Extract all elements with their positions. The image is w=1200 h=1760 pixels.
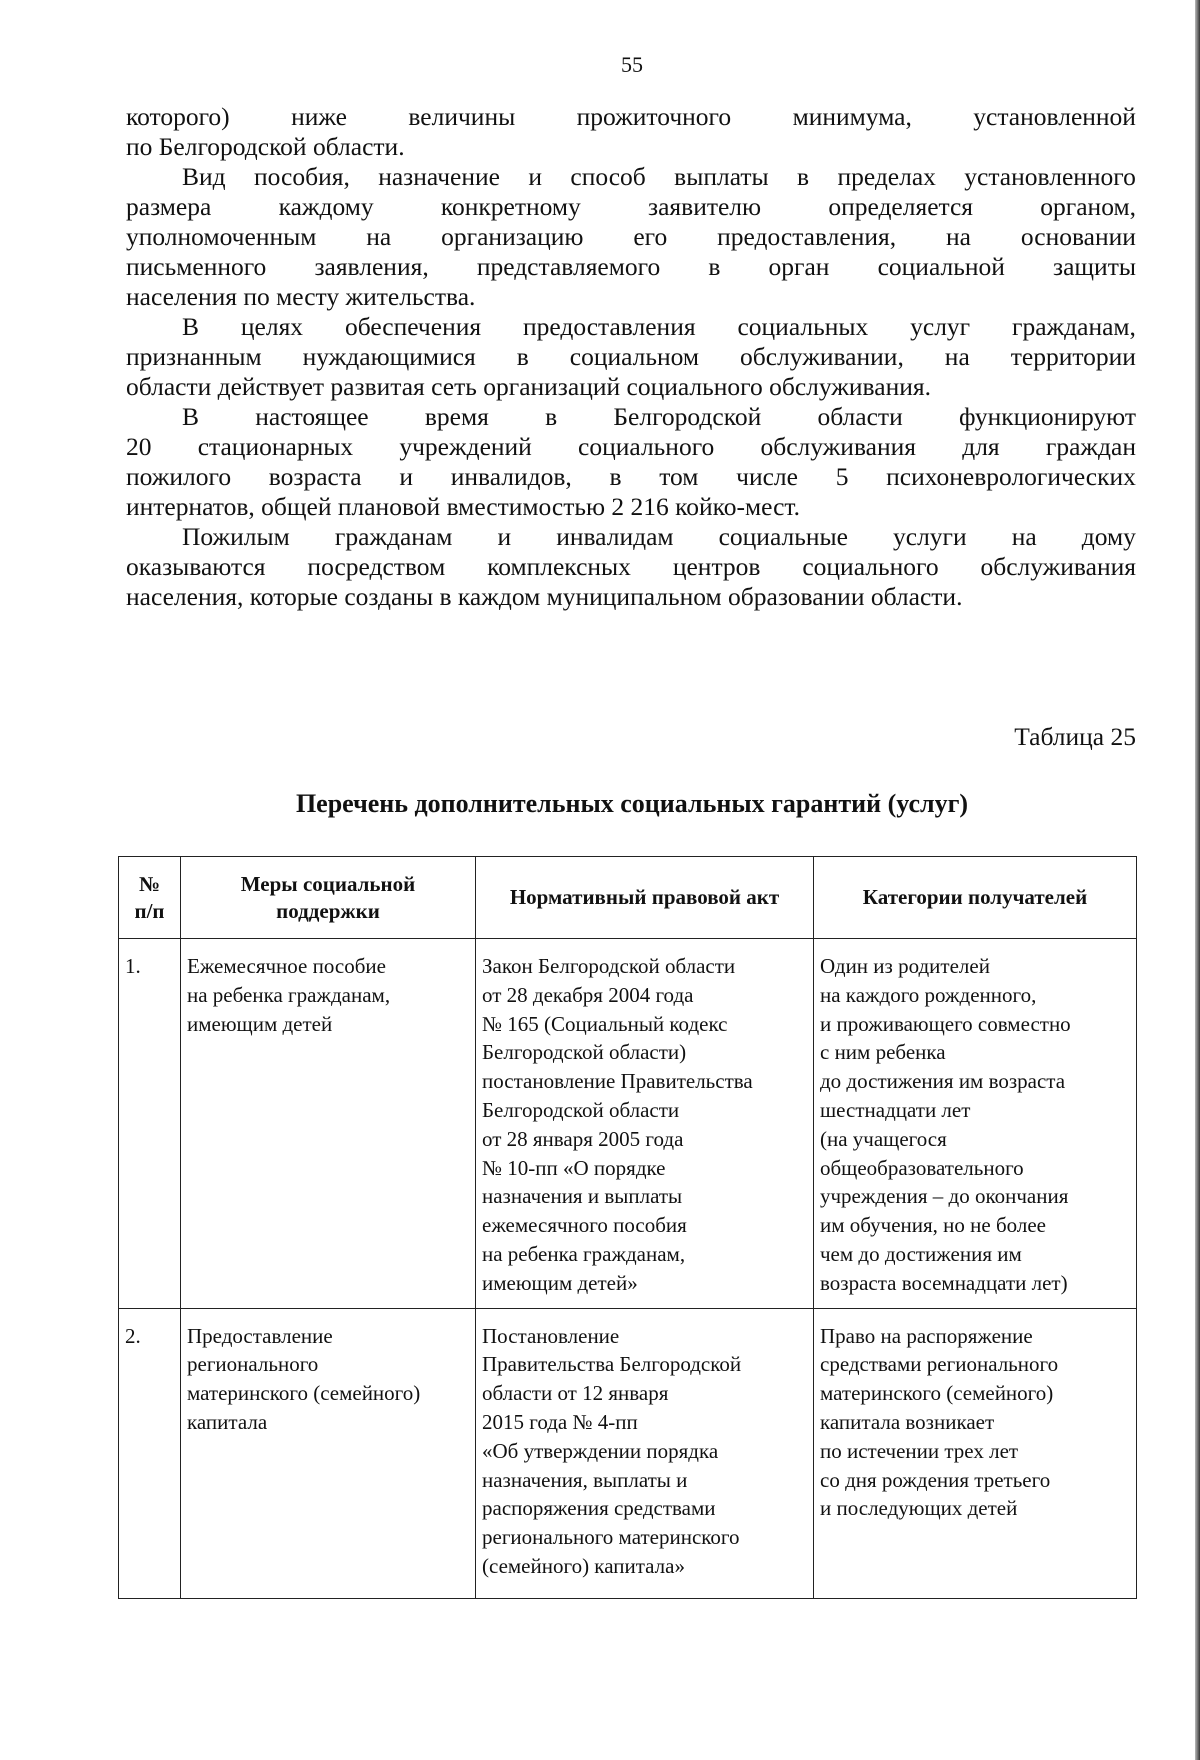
table-label: Таблица 25: [1014, 722, 1136, 751]
cell-line: и последующих детей: [820, 1496, 1018, 1521]
word: основании: [1020, 222, 1136, 251]
cell-line: №: [138, 871, 161, 896]
word: способ: [570, 162, 646, 191]
cell-line: назначения, выплаты и: [482, 1467, 688, 1492]
word: услуги: [893, 522, 967, 551]
word: 5: [835, 462, 849, 491]
word: обслуживания: [760, 432, 916, 461]
cell-line: Правительства Белгородской: [482, 1352, 742, 1377]
body-line: [126, 432, 1136, 462]
word: оказываются: [126, 552, 266, 581]
header-measures: [181, 857, 476, 939]
word: заявителю: [648, 192, 762, 221]
cell-line: ежемесячного пособия: [482, 1213, 687, 1238]
word: том: [659, 462, 699, 491]
body-line: [126, 252, 1136, 282]
word: на: [946, 222, 971, 251]
word: организацию: [441, 222, 584, 251]
body-line: [126, 552, 1136, 582]
cell-line: средствами регионального: [820, 1352, 1059, 1377]
table-row: [119, 1308, 1137, 1598]
row-number: 2.: [119, 1308, 181, 1598]
word: психоневрологических: [886, 462, 1136, 491]
word: центров: [672, 552, 761, 581]
word: настоящее: [255, 402, 369, 431]
cell-line: Белгородской области): [482, 1040, 687, 1065]
scan-edge: [1195, 0, 1200, 1760]
cell-line: имеющим детей»: [482, 1270, 638, 1295]
word: функционируют: [958, 402, 1136, 431]
cell-line: Категории получателей: [862, 885, 1088, 909]
word: пособия,: [254, 162, 350, 191]
word: в: [708, 252, 721, 281]
cell-line: материнского (семейного): [820, 1381, 1054, 1406]
word: прожиточного: [576, 102, 732, 131]
word: гражданам: [334, 522, 453, 551]
word: возраста: [268, 462, 362, 491]
guarantees-table: [118, 856, 1137, 1599]
word: 20: [126, 432, 152, 461]
body-line: области действует развитая сеть организаций социального обслуживания.: [126, 372, 931, 401]
row-recipients: [814, 1308, 1137, 1598]
cell-line: регионального: [187, 1352, 319, 1377]
word: уполномоченным: [126, 222, 317, 251]
row-legal-act: [476, 1308, 814, 1598]
cell-line: капитала: [187, 1409, 268, 1434]
word: размера: [126, 192, 212, 221]
cell-line: № 10-пп «О порядке: [482, 1155, 666, 1180]
word: нуждающимися: [302, 342, 476, 371]
word: конкретному: [440, 192, 581, 221]
cell-line: общеобразовательного: [820, 1155, 1024, 1180]
word: социальной: [877, 252, 1005, 281]
word: услуг: [910, 312, 971, 341]
word: минимума,: [792, 102, 912, 131]
cell-line: (семейного) капитала»: [482, 1553, 685, 1578]
word: органом,: [1040, 192, 1136, 221]
cell-line: 2015 года № 4-пп: [482, 1409, 638, 1434]
cell-line: материнского (семейного): [187, 1381, 421, 1406]
word: учреждений: [399, 432, 532, 461]
cell-line: Ежемесячное пособие: [187, 954, 386, 978]
word: обслуживания: [980, 552, 1136, 581]
cell-line: на каждого рожденного,: [820, 982, 1037, 1007]
cell-line: Нормативный правовой акт: [509, 885, 780, 909]
word: выплаты: [674, 162, 769, 191]
word: посредством: [307, 552, 446, 581]
word: установленного: [964, 162, 1136, 191]
word: Белгородской: [613, 402, 762, 431]
table-header-row: [119, 857, 1137, 939]
word: пределах: [837, 162, 936, 191]
word: каждому: [278, 192, 374, 221]
cell-line: п/п: [134, 898, 165, 923]
body-line: населения по месту жительства.: [126, 282, 476, 311]
word: письменного: [126, 252, 267, 281]
word: предоставления,: [717, 222, 897, 251]
body-line: [182, 402, 1136, 432]
cell-line: и проживающего совместно: [820, 1011, 1071, 1036]
word: величины: [408, 102, 516, 131]
cell-line: назначения и выплаты: [482, 1184, 683, 1209]
word: ниже: [291, 102, 347, 131]
cell-line: Предоставление: [187, 1323, 333, 1348]
word: обслуживании,: [740, 342, 904, 371]
word: социальные: [718, 522, 848, 551]
word: на: [944, 342, 970, 371]
word: социального: [578, 432, 715, 461]
cell-line: до достижения им возраста: [820, 1069, 1066, 1094]
cell-line: поддержки: [276, 898, 380, 923]
word: в: [609, 462, 622, 491]
cell-line: № 165 (Социальный кодекс: [482, 1011, 728, 1036]
cell-line: со дня рождения третьего: [820, 1467, 1051, 1492]
row-legal-act: [476, 939, 814, 1309]
word: пожилого: [126, 462, 232, 491]
body-line: [182, 162, 1136, 192]
word: гражданам,: [1012, 312, 1136, 341]
word: В: [182, 312, 200, 341]
row-number: 1.: [119, 939, 181, 1309]
word: целях: [240, 312, 304, 341]
body-line: [126, 222, 1136, 252]
body-line: населения, которые созданы в каждом муниципальном образовании области.: [126, 582, 963, 611]
word: орган: [768, 252, 830, 281]
cell-line: Один из родителей: [820, 954, 990, 978]
word: инвалидам: [556, 522, 674, 551]
row-recipients: [814, 939, 1137, 1309]
cell-line: области от 12 января: [482, 1381, 669, 1406]
word: стационарных: [197, 432, 354, 461]
cell-line: учреждения – до окончания: [820, 1184, 1069, 1209]
cell-line: регионального материнского: [482, 1525, 740, 1550]
cell-line: возраста восемнадцати лет): [820, 1270, 1068, 1295]
body-line: [126, 102, 1136, 132]
cell-line: (на учащегося: [820, 1126, 947, 1151]
header-recipients: [814, 857, 1137, 939]
body-line: [126, 192, 1136, 222]
word: территории: [1010, 342, 1136, 371]
cell-line: Белгородской области: [482, 1097, 680, 1122]
cell-line: им обучения, но не более: [820, 1213, 1047, 1238]
word: числе: [736, 462, 798, 491]
word: комплексных: [487, 552, 631, 581]
header-number: [119, 857, 181, 939]
word: время: [424, 402, 489, 431]
word: Вид: [182, 162, 226, 191]
word: социальном: [569, 342, 700, 371]
table-row: [119, 939, 1137, 1309]
cell-line: распоряжения средствами: [482, 1496, 716, 1521]
word: назначение: [378, 162, 500, 191]
word: на: [366, 222, 392, 251]
cell-line: постановление Правительства: [482, 1069, 753, 1094]
row-measure: [181, 939, 476, 1309]
word: и: [497, 522, 512, 551]
word: дому: [1081, 522, 1136, 551]
header-legal-act: [476, 857, 814, 939]
cell-line: Право на распоряжение: [820, 1323, 1033, 1348]
word: для: [962, 432, 1000, 461]
page-number: 55: [621, 52, 643, 77]
cell-line: капитала возникает: [820, 1409, 995, 1434]
word: и: [399, 462, 413, 491]
word: в: [516, 342, 529, 371]
body-line: интернатов, общей плановой вместимостью 2 216 койко-мест.: [126, 492, 801, 521]
word: которого): [126, 102, 230, 131]
word: и: [528, 162, 542, 191]
word: определяется: [828, 192, 974, 221]
cell-line: имеющим детей: [187, 1011, 333, 1036]
table-title: Перечень дополнительных социальных гарантий (услуг): [295, 789, 969, 818]
row-measure: [181, 1308, 476, 1598]
word: предоставления: [522, 312, 696, 341]
word: области: [817, 402, 903, 431]
word: обеспечения: [344, 312, 482, 341]
word: в: [797, 162, 810, 191]
word: заявления,: [314, 252, 429, 281]
cell-line: шестнадцати лет: [820, 1097, 971, 1122]
cell-line: Закон Белгородской области: [482, 954, 736, 978]
body-line: [126, 342, 1136, 372]
word: в: [545, 402, 558, 431]
word: В: [182, 402, 200, 431]
cell-line: на ребенка гражданам,: [187, 982, 391, 1007]
body-line: по Белгородской области.: [126, 132, 405, 161]
word: защиты: [1053, 252, 1136, 281]
word: на: [1011, 522, 1037, 551]
cell-line: «Об утверждении порядка: [482, 1438, 719, 1463]
word: социального: [802, 552, 939, 581]
word: социальных: [737, 312, 869, 341]
word: признанным: [126, 342, 262, 371]
cell-line: на ребенка гражданам,: [482, 1241, 686, 1266]
cell-line: с ним ребенка: [820, 1040, 946, 1065]
word: представляемого: [476, 252, 661, 281]
word: Пожилым: [182, 522, 290, 551]
cell-line: по истечении трех лет: [820, 1438, 1019, 1463]
cell-line: от 28 января 2005 года: [482, 1126, 684, 1151]
cell-line: чем до достижения им: [820, 1241, 1022, 1266]
cell-line: Постановление: [482, 1323, 620, 1348]
word: инвалидов,: [450, 462, 572, 491]
body-line: [126, 462, 1136, 492]
body-line: [182, 312, 1136, 342]
word: его: [633, 222, 668, 251]
cell-line: Меры социальной: [240, 871, 416, 896]
cell-line: от 28 декабря 2004 года: [482, 982, 694, 1007]
word: установленной: [973, 102, 1136, 131]
word: граждан: [1045, 432, 1136, 461]
body-line: [182, 522, 1136, 552]
